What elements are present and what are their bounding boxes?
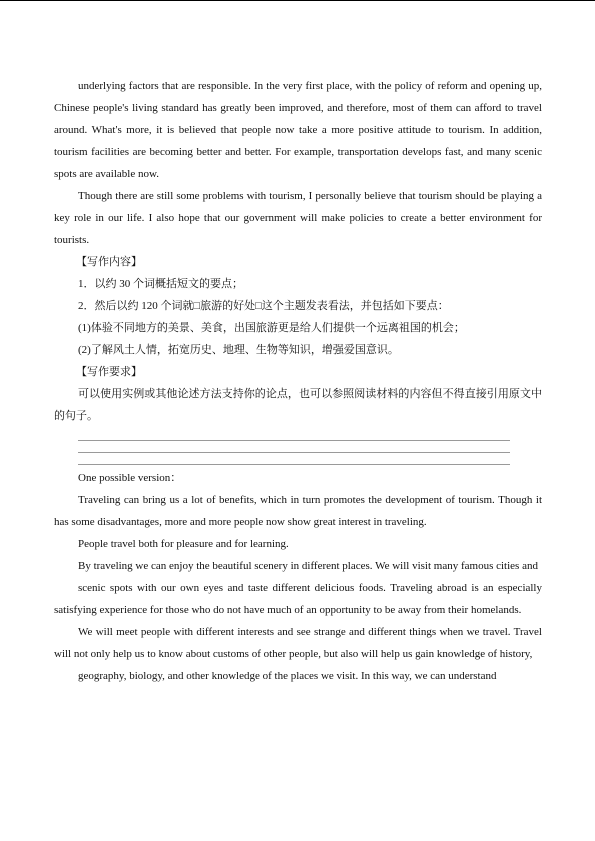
passage-p1-first-line: underlying factors that are responsible. In the very first place, with the policy of reform and bbox=[78, 80, 487, 92]
sample-label: One possible version： bbox=[78, 472, 182, 484]
page-content bbox=[54, 75, 542, 687]
answer-lines bbox=[78, 431, 510, 465]
answer-line[interactable] bbox=[78, 453, 510, 465]
sample-paragraph-4: scenic spots with our own eyes and taste different delicious foods. Traveling abroad is an especially satisfying experience for those who do not have much of an opportunity to be away from their homelands. bbox=[54, 582, 542, 616]
sample-paragraph-2: People travel both for pleasure and for learning. bbox=[78, 538, 289, 550]
writing-content-item-4: (2)了解风土人情，拓宽历史、地理、生物等知识，增强爱国意识。 bbox=[78, 344, 399, 356]
sample-paragraph-6: geography, biology, and other knowledge of the places we visit. In this way, we can understand bbox=[78, 670, 497, 682]
writing-content-item-2: 2．然后以约 120 个词就□旅游的好处□这个主题发表看法，并包括如下要点： bbox=[78, 300, 449, 312]
answer-line[interactable] bbox=[78, 441, 510, 453]
sample-paragraph-1: Traveling can bring us a lot of benefits, which in turn promotes the development of tourism. Though it has some disadvantages, more and more people now show great interest in traveling. bbox=[54, 494, 542, 528]
answer-line[interactable] bbox=[78, 431, 510, 441]
writing-content-item-1: 1．以约 30 个词概括短文的要点； bbox=[78, 278, 243, 290]
sample-paragraph-3: By traveling we can enjoy the beautiful scenery in different places. We will visit many famous cities and bbox=[78, 560, 538, 572]
writing-requirements-text: 可以使用实例或其他论述方法支持你的论点，也可以参照阅读材料的内容但不得直接引用原文中的句子。 bbox=[54, 388, 542, 422]
writing-content-heading: 【写作内容】 bbox=[76, 256, 142, 268]
page-top-rule bbox=[0, 0, 595, 1]
writing-requirements-heading: 【写作要求】 bbox=[76, 366, 142, 378]
passage-paragraph-2: Though there are still some problems with tourism, I personally believe that tourism should be playing a key role in our life. I also hope that our government will make policies to create a better environment for tourists. bbox=[54, 190, 542, 246]
passage-p1-rest: opening up, Chinese people's living standard has greatly been improved, and therefore, most of them can afford to travel around. What's more, it is believed that people now take a more positive attitude to tourism. In addition, tourism facilities are becoming better and better. For example, transportation develops fast, and many scenic spots are available now. bbox=[54, 80, 542, 180]
sample-paragraph-5: We will meet people with different interests and see strange and different things when we travel. Travel will not only help us to know about customs of other people, but also will help us gain knowledge of history, bbox=[54, 626, 542, 660]
passage-paragraph-1 bbox=[54, 75, 542, 185]
writing-content-item-3: (1)体验不同地方的美景、美食，出国旅游更是给人们提供一个远离祖国的机会； bbox=[78, 322, 465, 334]
